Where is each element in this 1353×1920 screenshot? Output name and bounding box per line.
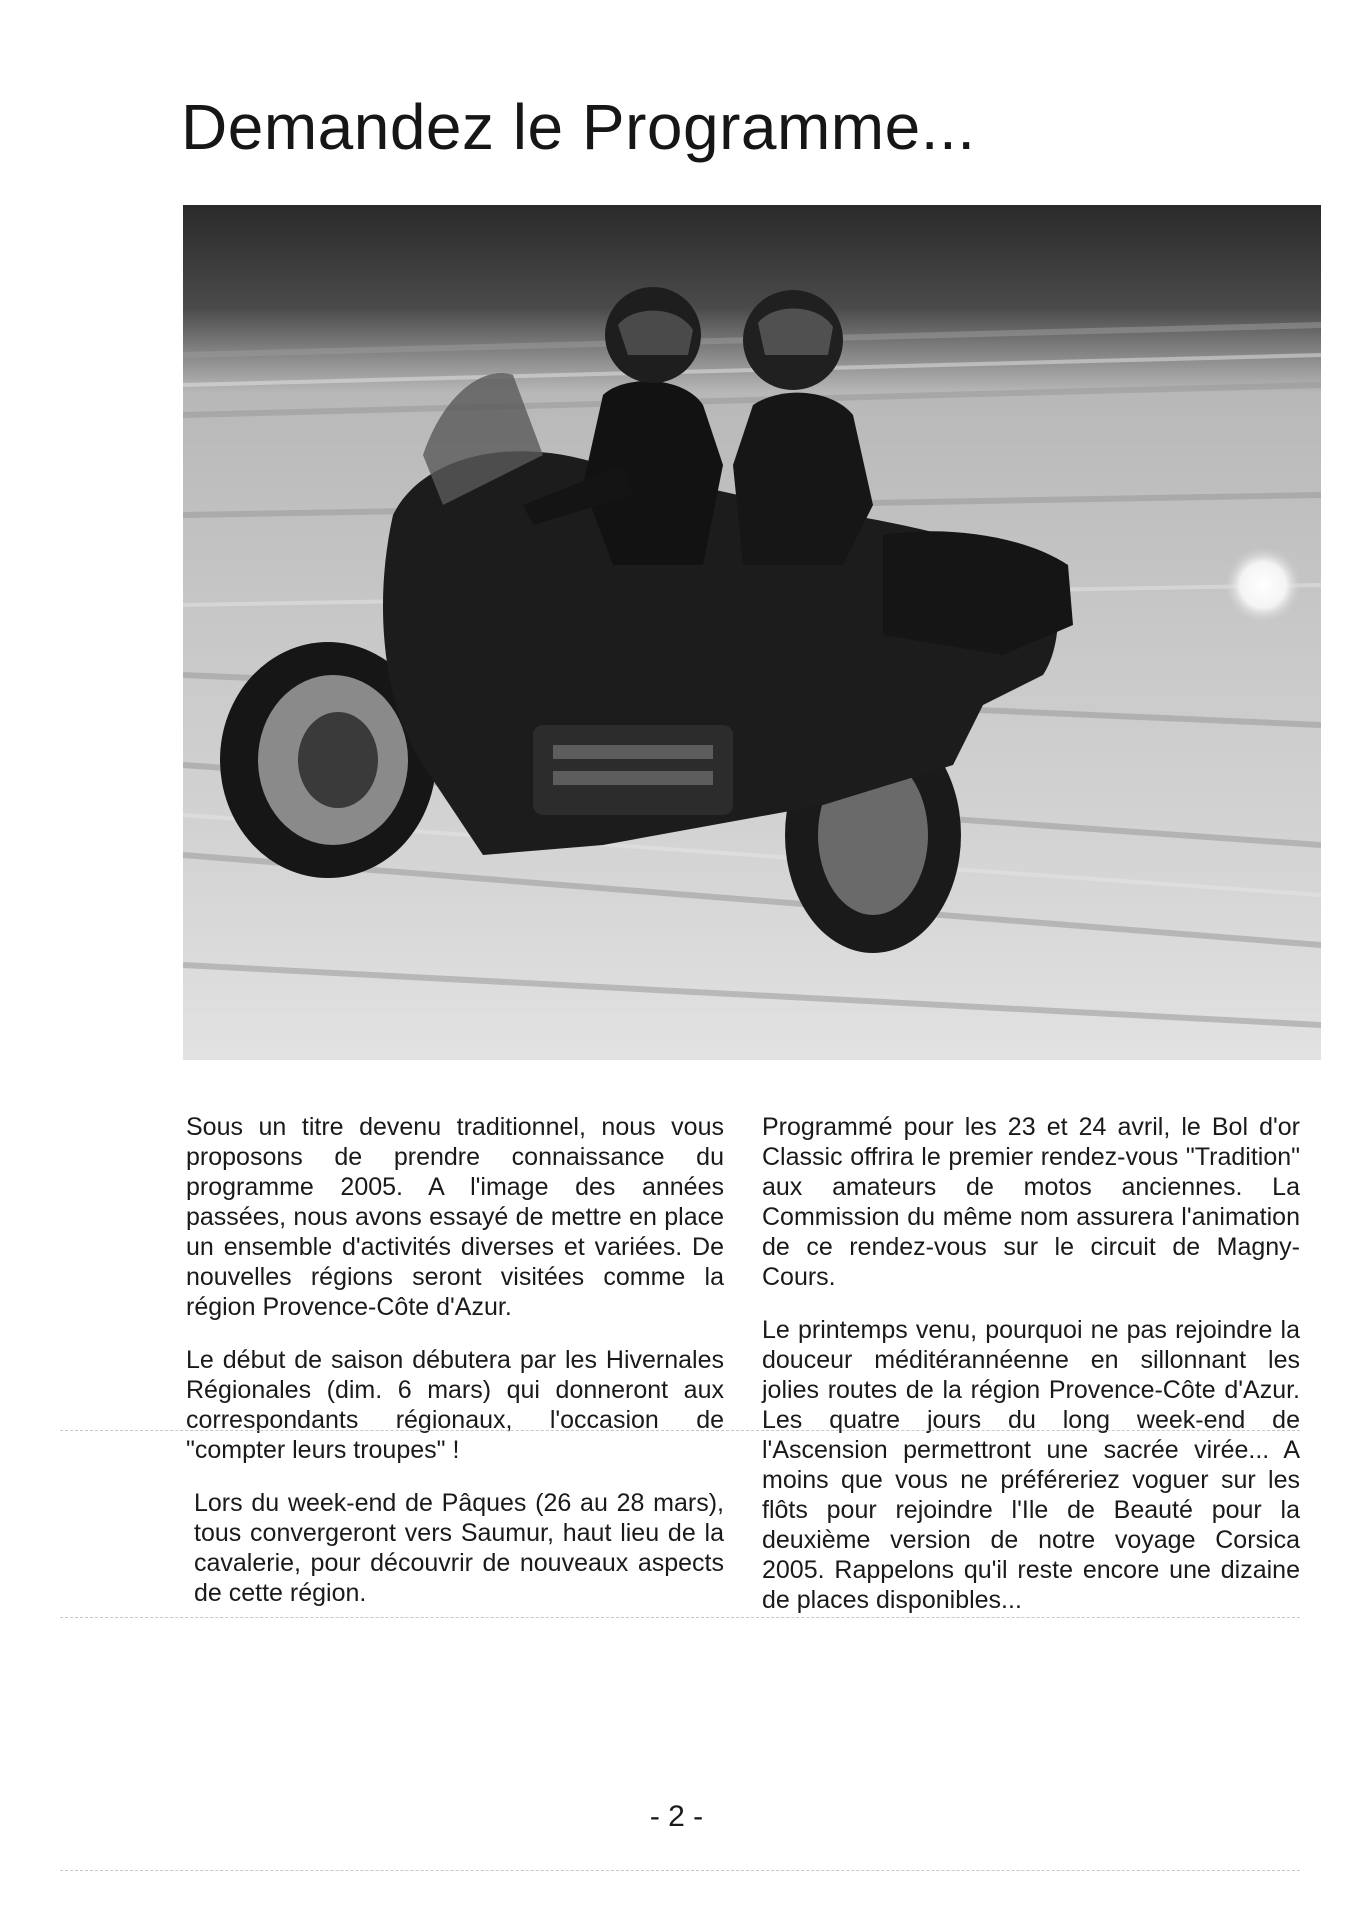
motorcycle-photo xyxy=(183,205,1321,1060)
article-left-column xyxy=(186,1112,724,1631)
paragraph: Lors du week-end de Pâques (26 au 28 mars), tous convergeront vers Saumur, haut lieu de la cavalerie, pour découvrir de nouveaux aspects de cette région. xyxy=(194,1489,724,1607)
motorcycle-illustration xyxy=(183,205,1321,1060)
paragraph: Sous un titre devenu traditionnel, nous vous proposons de prendre connaissance du programme 2005. A l'image des années passées, nous avons essayé de mettre en place un ensemble d'activités diverses et variées. De nouvelles régions seront visitées comme la région Provence-Côte d'Azur. xyxy=(186,1113,724,1321)
scan-artifact-line xyxy=(60,1430,1300,1431)
article-right-column xyxy=(762,1112,1300,1638)
paragraph: Le printemps venu, pourquoi ne pas rejoindre la douceur méditérannéenne en sillonnant les jolies routes de la région Provence-Côte d'Azur. Les quatre jours du long week-end de l'Ascension permettront une sacrée virée... A moins que vous ne préféreriez voguer sur les flôts pour rejoindre l'Ile de Beauté pour la deuxième version de notre voyage Corsica 2005. Rappelons qu'il reste encore une dizaine de places disponibles... xyxy=(762,1316,1300,1614)
scan-artifact-line xyxy=(60,1617,1300,1618)
paragraph: Le début de saison débutera par les Hivernales Régionales (dim. 6 mars) qui donneront aux correspondants régionaux, l'occasion de "compter leurs troupes" ! xyxy=(186,1346,724,1464)
page-title: Demandez le Programme... xyxy=(181,91,976,163)
scan-artifact-line xyxy=(60,1870,1300,1871)
page-number: - 2 - xyxy=(649,1800,704,1833)
paragraph: Programmé pour les 23 et 24 avril, le Bol d'or Classic offrira le premier rendez-vous "Tradition" aux amateurs de motos anciennes. La Commission du même nom assurera l'animation de ce rendez-vous sur le circuit de Magny-Cours. xyxy=(762,1113,1300,1291)
